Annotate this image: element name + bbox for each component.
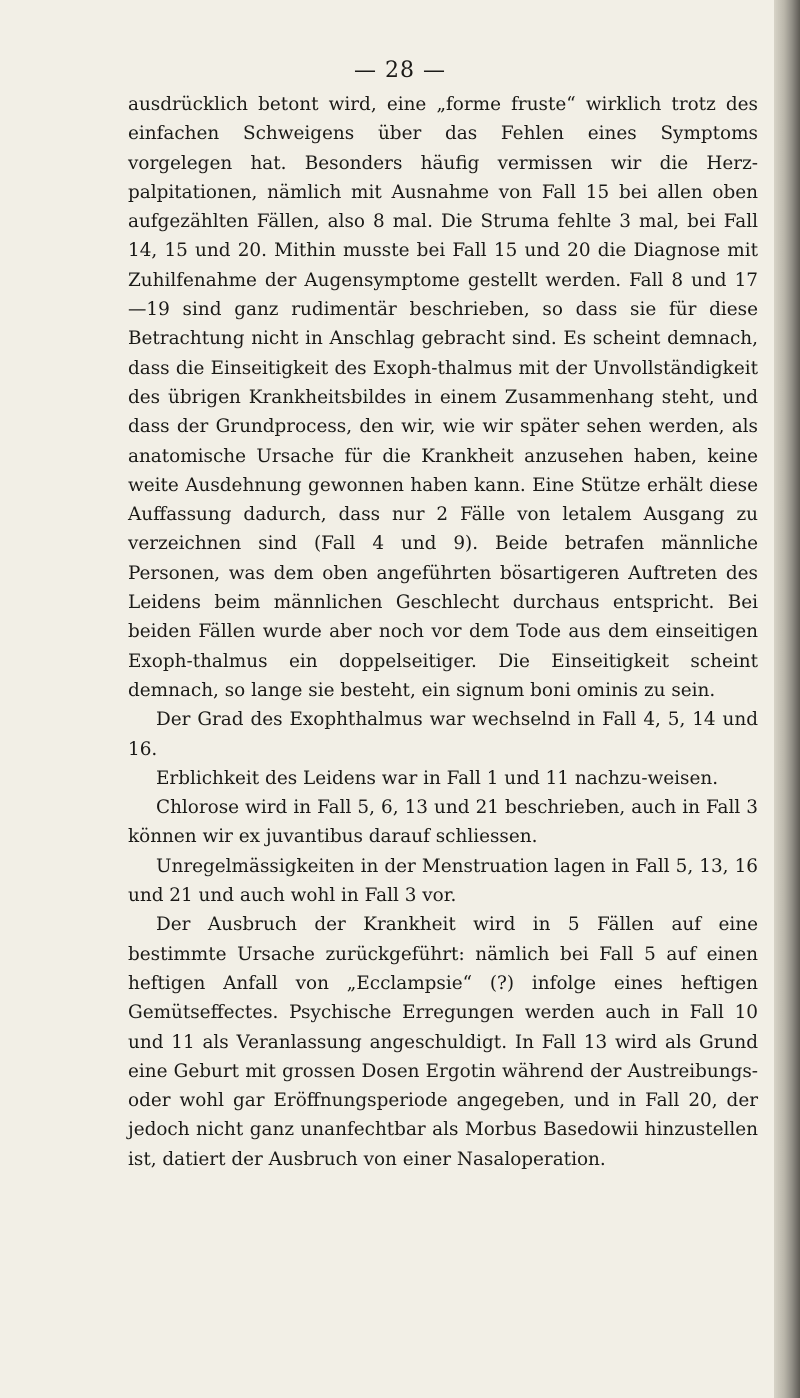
page-edge-shadow (774, 0, 800, 1398)
body-text (128, 90, 758, 1174)
paragraph-1: ausdrücklich betont wird, eine „forme fruste“ wirklich trotz des einfachen Schweigens über das Fehlen eines Symptoms vorgelegen hat. Besonders häufig vermissen wir die Herz-palpitationen, nämlich mit Ausnahme von Fall 15 bei allen oben aufgezählten Fällen, also 8 mal. Die Struma fehlte 3 mal, bei Fall 14, 15 und 20. Mithin musste bei Fall 15 und 20 die Diagnose mit Zuhilfenahme der Augensymptome gestellt werden. Fall 8 und 17—19 sind ganz rudimentär beschrieben, so dass sie für diese Betrachtung nicht in Anschlag gebracht sind. Es scheint demnach, dass die Einseitigkeit des Exoph-thalmus mit der Unvollständigkeit des übrigen Krankheitsbildes in einem Zusammenhang steht, und dass der Grundprocess, den wir, wie wir später sehen werden, als anatomische Ursache für die Krankheit anzusehen haben, keine weite Ausdehnung gewonnen haben kann. Eine Stütze erhält diese Auffassung dadurch, dass nur 2 Fälle von letalem Ausgang zu verzeichnen sind (Fall 4 und 9). Beide betrafen männliche Personen, was dem oben angeführten bösartigeren Auftreten des Leidens beim männlichen Geschlecht durchaus entspricht. Bei beiden Fällen wurde aber noch vor dem Tode aus dem einseitigen Exoph-thalmus ein doppelseitiger. Die Einseitigkeit scheint demnach, so lange sie besteht, ein signum boni ominis zu sein. (128, 94, 758, 701)
paragraph-4: Chlorose wird in Fall 5, 6, 13 und 21 beschrieben, auch in Fall 3 können wir ex juvantibus darauf schliessen. (128, 797, 758, 848)
page-number: — 28 — (354, 58, 446, 83)
paragraph-3: Erblichkeit des Leidens war in Fall 1 und 11 nachzu-weisen. (156, 767, 719, 789)
paragraph-2: Der Grad des Exophthalmus war wechselnd in Fall 4, 5, 14 und 16. (128, 709, 758, 760)
paragraph-5: Unregelmässigkeiten in der Menstruation lagen in Fall 5, 13, 16 und 21 und auch wohl in Fall 3 vor. (128, 855, 758, 907)
paragraph-6: Der Ausbruch der Krankheit wird in 5 Fällen auf eine bestimmte Ursache zurückgeführt: nämlich bei Fall 5 auf einen heftigen Anfall von „Ecclampsie“ (?) infolge eines heftigen Gemütseffectes. Psychische Erregungen werden auch in Fall 10 und 11 als Veranlassung angeschuldigt. In Fall 13 wird als Grund eine Geburt mit grossen Dosen Ergotin während der Austreibungs- oder wohl gar Eröffnungsperiode angegeben, und in Fall 20, der jedoch nicht ganz unanfechtbar als Morbus Basedowii hinzustellen ist, datiert der Ausbruch von einer Nasaloperation. (128, 914, 758, 1170)
